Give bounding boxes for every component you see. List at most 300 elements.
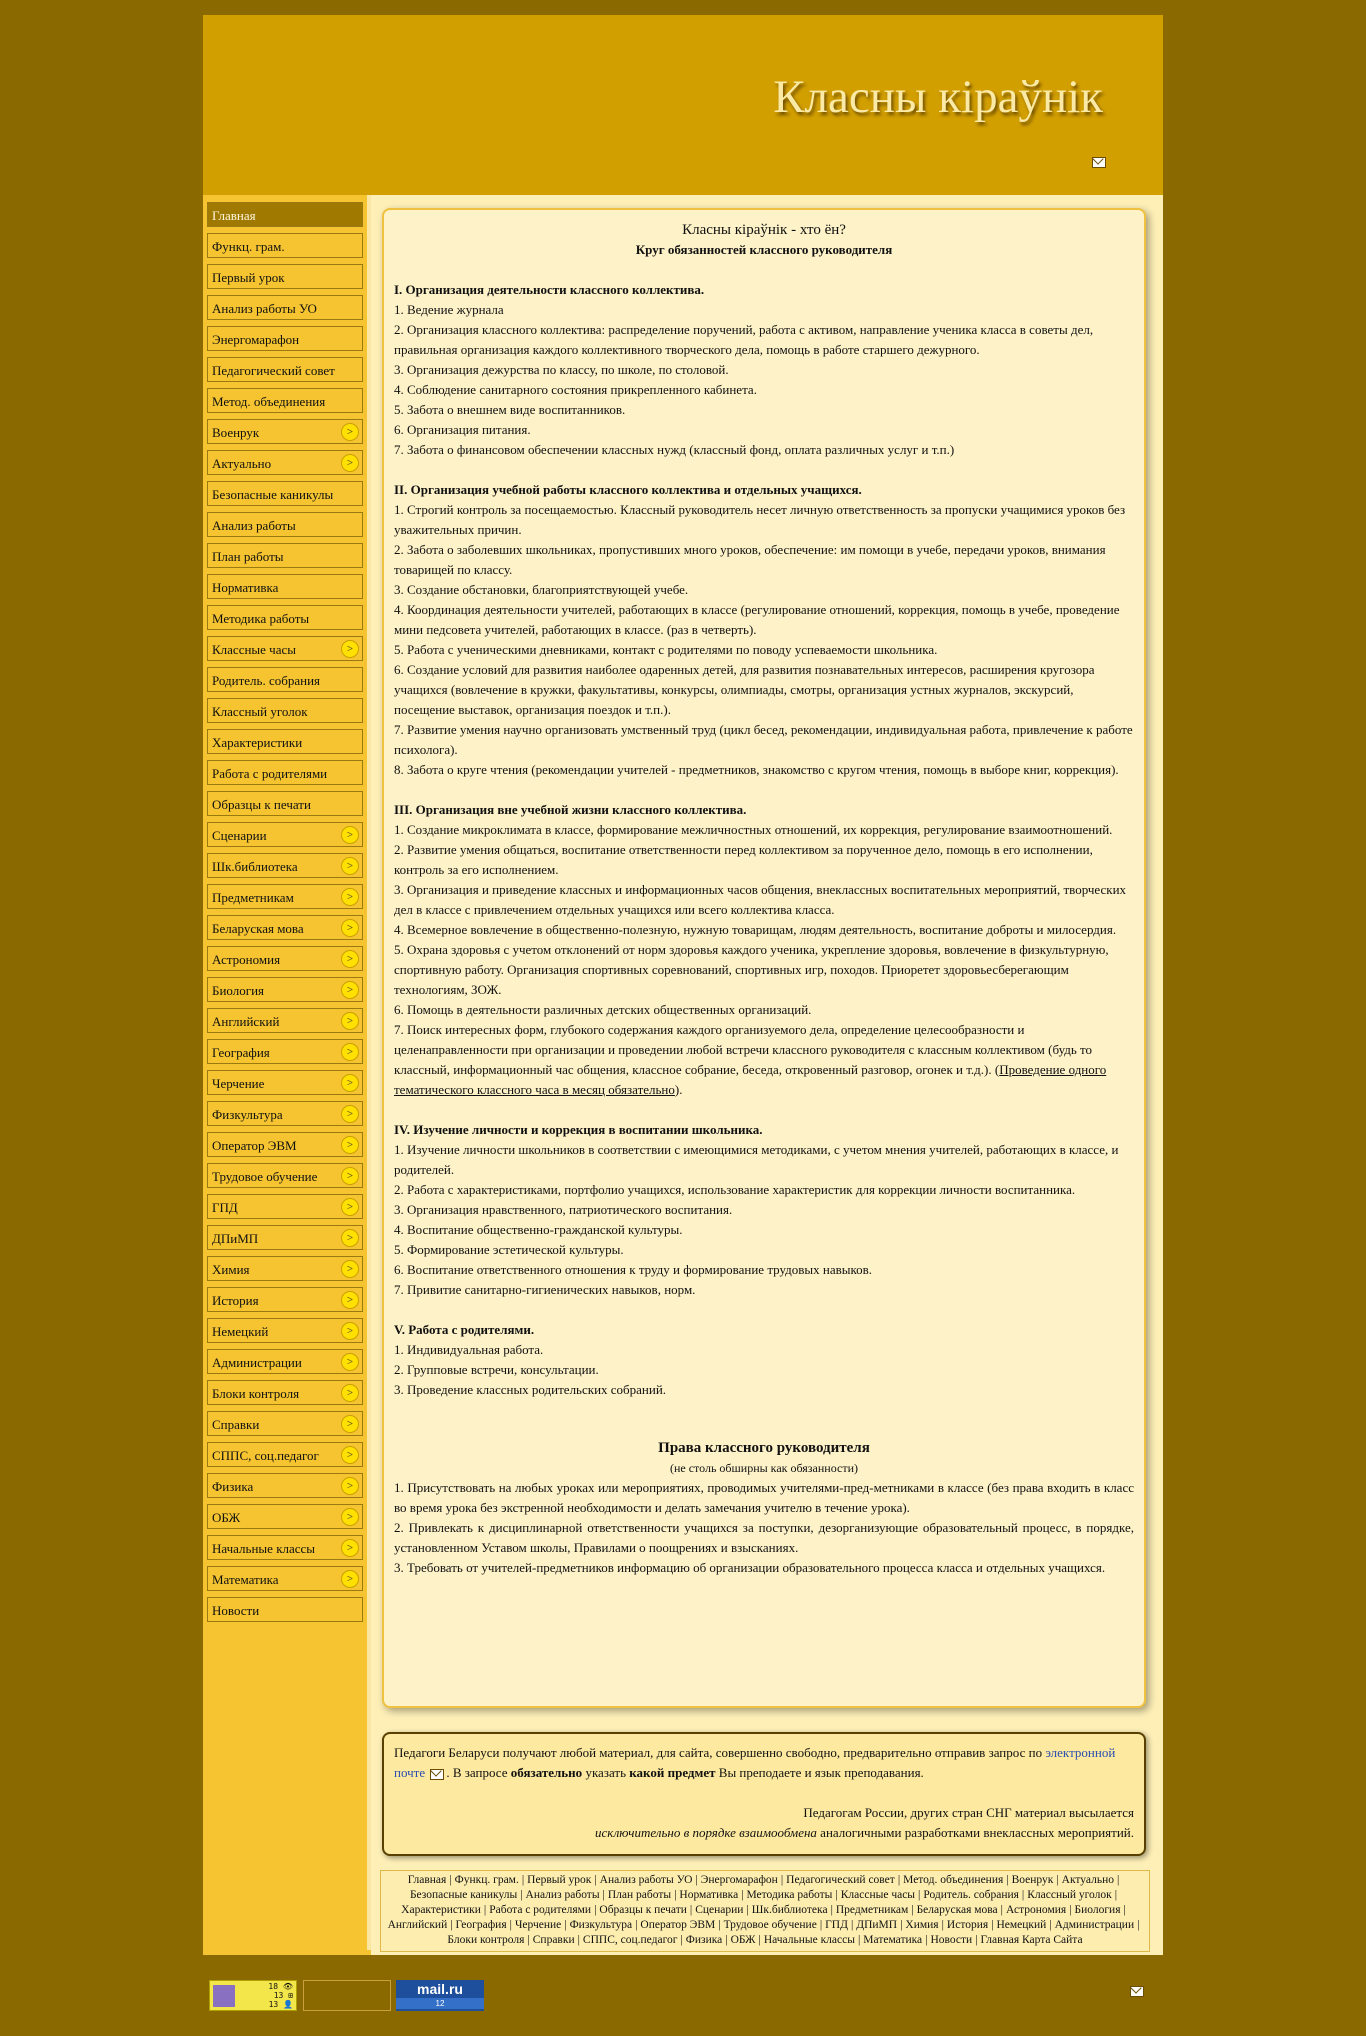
footer-separator: | [1021,1889,1025,1901]
section-item: 1. Ведение журнала [394,302,504,317]
sidebar-item-label: Метод. объединения [212,394,326,409]
footer-separator: | [780,1874,784,1886]
footer-separator: | [941,1919,944,1931]
footer-link[interactable]: Актуально [1061,1874,1114,1886]
sidebar-item-label: Предметникам [212,890,294,905]
sidebar-item[interactable] [207,1225,363,1250]
section-item: 4. Соблюдение санитарного состояния прикрепленного кабинета. [394,382,757,397]
submenu-arrow-icon: > [341,1353,359,1371]
footer-link[interactable]: Справки [532,1934,575,1946]
footer-separator: | [1049,1919,1052,1931]
rights-list [394,1478,1134,1578]
sidebar-item-label: Методика работы [212,611,310,626]
mailru-logo: mail.ru [417,1981,463,1997]
footer-link[interactable]: Сценарии [695,1904,744,1916]
submenu-arrow-icon: > [341,1105,359,1123]
submenu-arrow-icon: > [341,1074,359,1092]
sidebar-item[interactable] [207,450,363,475]
sidebar-item-label: Сценарии [212,828,267,843]
submenu-arrow-icon: > [341,919,359,937]
submenu-arrow-icon: > [341,950,359,968]
sidebar-item[interactable] [207,1194,363,1219]
sidebar-item[interactable] [207,1473,363,1498]
section-item: 4. Координация деятельности учителей, работающих в классе (регулирование отношений, коррекция, помощь в учебе, проведение мини педсовета учителей, работающих в классе. (раз в четверть). [394,602,1120,637]
sidebar-item[interactable] [207,1535,363,1560]
sidebar-item[interactable] [207,1411,363,1436]
notice-text: . В запросе [446,1765,511,1780]
sidebar-item[interactable] [207,202,363,227]
section-heading: II. Организация учебной работы классного коллектива и отдельных учащихся. [394,482,862,497]
section-heading: III. Организация вне учебной жизни классного коллектива. [394,802,747,817]
footer-link[interactable]: Оператор ЭВМ [640,1919,716,1931]
footer-separator: | [850,1919,854,1931]
sidebar-item[interactable] [207,1039,363,1064]
section-item: 4. Всемерное вовлечение в общественно-полезную, нужную товарищам, людям деятельность, воспитание доброты и милосердия. [394,922,1117,937]
section-item: 5. Работа с ученическими дневниками, контакт с родителями по поводу успеваемости школьника. [394,642,938,657]
section-item: 2. Забота о заболевших школьниках, пропустивших много уроков, обеспечение: им помощи в учебе, передачи уроков, внимания товарищей по классу. [394,542,1106,577]
footer-link[interactable]: Функц. грам. [454,1874,519,1886]
section-heading: V. Работа с родителями. [394,1322,535,1337]
sidebar-item[interactable] [207,822,363,847]
section-item: 2. Работа с характеристиками, портфолио учащихся, использование характеристик для коррекции личности воспитанника. [394,1182,1076,1197]
item-text: 7. Поиск интересных форм, глубокого содержания каждого организуемого дела, определение целесообразности и целенаправленности при организации и проведении любой встречи классного руководителя с классным коллективом (будь то классный, информационный час общения, классное собрание, беседа, откровенный разговор, огонек и т.д.). ( [394,1022,1093,1077]
sidebar-item[interactable] [207,884,363,909]
mailru-counter[interactable] [396,1980,484,2011]
sidebar-item-label: ОБЖ [212,1510,241,1525]
section-heading: I. Организация деятельности классного коллектива. [394,282,705,297]
sidebar-item[interactable] [207,1256,363,1281]
section-item: 7. Забота о финансовом обеспечении классных нужд (классный фонд, оплата различных услуг и т.п.) [394,442,955,457]
rights-section [394,1438,1134,1578]
sidebar-item-label: Блоки контроля [212,1386,300,1401]
submenu-arrow-icon: > [341,1260,359,1278]
footer-separator: | [527,1934,530,1946]
footer-link[interactable]: Химия [905,1919,939,1931]
footer-link[interactable]: Первый урок [527,1874,592,1886]
sidebar-item-label: Главная [212,208,256,223]
visit-counter[interactable] [209,1980,297,2011]
footer-separator: | [741,1889,744,1901]
footer-separator: | [602,1889,605,1901]
sidebar-item-label: Шк.библиотека [212,859,298,874]
footer-link[interactable]: Метод. объединения [903,1874,1004,1886]
footer-separator: | [991,1919,994,1931]
sidebar-item[interactable] [207,1132,363,1157]
footer-link[interactable]: ОБЖ [730,1934,756,1946]
envelope-icon [430,1769,444,1780]
notice-paragraph [394,1743,1134,1783]
rights-title: Права классного руководителя [658,1440,870,1456]
submenu-arrow-icon: > [341,857,359,875]
sidebar-item-label: Образцы к печати [212,797,311,812]
footer-link[interactable]: Военрук [1011,1874,1054,1886]
footer-link[interactable]: Работа с родителями [489,1904,592,1916]
footer-link[interactable]: Биология [1074,1904,1121,1916]
section-item: 6. Организация питания. [394,422,531,437]
sidebar-item[interactable] [207,419,363,444]
submenu-arrow-icon: > [341,1508,359,1526]
footer-links [380,1870,1150,1952]
section-item: 6. Помощь в деятельности различных детских общественных организаций. [394,1002,812,1017]
sidebar-item-label: Администрации [212,1355,302,1370]
sidebar-nav [207,202,363,1628]
classhour-link[interactable]: Проведение одного тематического классного часа в месяц обязательно [394,1062,1107,1097]
submenu-arrow-icon: > [341,1291,359,1309]
footer-separator: | [819,1919,823,1931]
email-icon[interactable] [1092,157,1106,168]
section-item: 3. Организация и приведение классных и информационных часов общения, внеклассных воспитательных мероприятий, творческих дел в классе с привлечением отдельных учащихся или всего коллектива класса. [394,882,1127,917]
sidebar-item-label: План работы [212,549,284,564]
footer-separator: | [1114,1889,1118,1901]
section-item: 3. Организация дежурства по классу, по школе, по столовой. [394,362,729,377]
submenu-arrow-icon: > [341,1198,359,1216]
notice-box [382,1732,1146,1856]
rights-subtitle: (не столь обширны как обязанности) [669,1461,859,1475]
sidebar-item[interactable] [207,698,363,723]
notice-text: указать [582,1765,630,1780]
section-item: 8. Забота о круге чтения (рекомендации учителей - предметников, знакомство с кругом чтения, помощь в выборе книг, коррекция). [394,762,1119,777]
submenu-arrow-icon: > [341,1539,359,1557]
footer-separator: | [897,1874,901,1886]
sidebar-item-label: Анализ работы [212,518,296,533]
rights-item: 1. Присутствовать на любых уроках или мероприятиях, проводимых учителями-пред-метниками в классе (без права входить в класс во время урока без экстренной необходимости и делать замечания учителю в течение урока). [394,1480,1134,1515]
item-text: ). [674,1082,683,1097]
footer-link[interactable]: Педагогический совет [786,1874,895,1886]
email-icon[interactable] [1130,1986,1144,1997]
sidebar-item-label: Первый урок [212,270,285,285]
submenu-arrow-icon: > [341,1446,359,1464]
sidebar-item-label: Черчение [212,1076,265,1091]
footer-link[interactable]: История [946,1919,989,1931]
footer-link[interactable]: География [455,1919,507,1931]
footer-separator: | [1116,1874,1120,1886]
footer-link[interactable]: Образцы к печати [599,1904,687,1916]
sidebar-item[interactable] [207,1070,363,1095]
sidebar-item[interactable] [207,481,363,506]
submenu-arrow-icon: > [341,1043,359,1061]
sidebar-item[interactable] [207,977,363,1002]
rights-item: 3. Требовать от учителей-предметников информацию об организации образовательного процесса класса и отдельных учащихся. [394,1560,1106,1575]
duty-section [394,800,1134,1100]
section-item: 2. Организация классного коллектива: распределение поручений, работа с активом, направление ученика класса в советы дел, правильная организация каждого коллективного творческого дела, помощь в работе старшего дежурного. [394,322,1094,357]
footer-separator: | [857,1934,861,1946]
section-item: 1. Изучение личности школьников в соответствии с имеющимися методиками, с учетом мнения учителей, работающих в классе, и родителей. [394,1142,1119,1177]
footer-separator: | [564,1919,567,1931]
sidebar-item[interactable] [207,1566,363,1591]
sidebar-item[interactable] [207,946,363,971]
submenu-arrow-icon: > [341,1570,359,1588]
footer-separator: | [577,1934,580,1946]
sidebar-item-label: Математика [212,1572,279,1587]
rights-item: 2. Привлекать к дисциплинарной ответственности учащихся за поступки, дезорганизующие образовательный процесс, в порядке, установленном Уставом школы, Правилами о поощрениях и взысканиях. [394,1520,1134,1555]
sidebar-item[interactable] [207,915,363,940]
section-item: 5. Забота о внешнем виде воспитанников. [394,402,626,417]
sidebar-item-label: Анализ работы УО [212,301,317,316]
footer-separator: | [746,1904,749,1916]
footer-separator: | [674,1889,677,1901]
sidebar-item-label: Классный уголок [212,704,308,719]
sidebar-item[interactable] [207,729,363,754]
site-header [203,15,1163,195]
footer-separator: | [594,1904,597,1916]
submenu-arrow-icon: > [341,423,359,441]
submenu-arrow-icon: > [341,1322,359,1340]
section-item [394,1020,1134,1100]
footer-separator: | [975,1934,978,1946]
footer-separator: | [925,1934,928,1946]
sidebar-item[interactable] [207,1163,363,1188]
section-item: 1. Строгий контроль за посещаемостью. Классный руководитель несет личную ответственность за пропуски учащимися уроков без уважительных причин. [394,502,1126,537]
footer-separator: | [718,1919,721,1931]
footer-separator: | [1137,1919,1140,1931]
sidebar-item-label: Военрук [212,425,260,440]
footer-link[interactable]: ГПД [825,1919,848,1931]
sidebar-item[interactable] [207,388,363,413]
sidebar-item[interactable] [207,1442,363,1467]
sidebar-item-label: Актуально [212,456,272,471]
sidebar-item-label: Педагогический совет [212,363,335,378]
submenu-arrow-icon: > [341,640,359,658]
submenu-arrow-icon: > [341,454,359,472]
footer-link[interactable]: Новости [930,1934,973,1946]
sidebar-item[interactable] [207,636,363,661]
sidebar-item[interactable] [207,264,363,289]
sidebar-item[interactable] [207,1597,363,1622]
section-item: 2. Развитие умения общаться, воспитание ответственности перед коллективом за порученное дело, помощь в его исполнении, контроль за его исполнением. [394,842,1093,877]
section-item: 7. Привитие санитарно-гигиенических навыков, норм. [394,1282,696,1297]
section-item: 6. Создание условий для развития наиболее одаренных детей, для развития познавательных интересов, расширения кругозора учащихся (вовлечение в кружки, факультативы, конкурсы, олимпиады, смотры, организация устных журналов, экскурсий, посещение выставок, организация поездок и т.п.). [394,662,1095,717]
sidebar-item-label: Астрономия [212,952,281,967]
section-item: 1. Создание микроклимата в классе, формирование межличностных отношений, их коррекция, регулирование взаимоотношений. [394,822,1113,837]
footer-separator: | [830,1904,833,1916]
counter-chart-icon [213,1985,235,2007]
footer-separator: | [1000,1904,1003,1916]
footer-link[interactable]: Физкультура [569,1919,633,1931]
notice-italic: исключительно в порядке взаимообмена [594,1825,817,1840]
section-item: 3. Организация нравственного, патриотического воспитания. [394,1202,733,1217]
footer-separator: | [835,1889,838,1901]
footer-link[interactable]: Черчение [514,1919,562,1931]
footer-link[interactable]: Начальные классы [763,1934,855,1946]
sidebar-item-label: Энергомарафон [212,332,300,347]
notice-text: аналогичными разработками внеклассных мероприятий. [816,1825,1134,1840]
footer-separator: | [521,1874,525,1886]
duty-section [394,480,1134,780]
footer-separator: | [1056,1874,1059,1886]
footer-link[interactable]: Главная Карта Сайта [980,1934,1083,1946]
footer-link[interactable]: Анализ работы УО [599,1874,693,1886]
footer-separator: | [520,1889,523,1901]
footer-link[interactable]: СППС, соц.педагог [582,1934,678,1946]
submenu-arrow-icon: > [341,1415,359,1433]
submenu-arrow-icon: > [341,826,359,844]
footer-separator: | [594,1874,597,1886]
section-item: 5. Охрана здоровья с учетом отклонений от норм здоровья каждого ученика, укрепление здоровья, вовлечение в физкультурную, спортивную работу. Организация спортивных соревнований, спортивных игр, походов. Приоретет здоровьесберегающим технологиям, ЗОЖ. [394,942,1109,997]
article-title: Класны кіраўнік - хто ён? [682,222,846,238]
footer-link[interactable]: Энергомарафон [700,1874,778,1886]
sidebar-item[interactable] [207,233,363,258]
sidebar-item[interactable] [207,1008,363,1033]
sidebar-item-label: Оператор ЭВМ [212,1138,297,1153]
sidebar-item[interactable] [207,512,363,537]
sidebar-item[interactable] [207,574,363,599]
footer-link[interactable]: Беларуская мова [916,1904,998,1916]
footer-separator: | [635,1919,638,1931]
sidebar-item-label: Физкультура [212,1107,283,1122]
footer-separator: | [680,1934,683,1946]
footer-link[interactable]: Главная [407,1874,447,1886]
article-panel [382,208,1146,1708]
footer-link[interactable]: Нормативка [679,1889,739,1901]
sidebar-item-label: Родитель. собрания [212,673,321,688]
sidebar-item-label: Трудовое обучение [212,1169,318,1184]
sidebar-item-label: Химия [212,1262,250,1277]
submenu-arrow-icon: > [341,1012,359,1030]
footer-link[interactable]: План работы [607,1889,672,1901]
footer-separator: | [509,1919,512,1931]
mailru-count: 12 [396,1998,484,2009]
section-item: 3. Создание обстановки, благоприятствующей учебе. [394,582,689,597]
section-item: 7. Развитие умения научно организовать умственный труд (цикл бесед, рекомендации, индивидуальная работа, привлечение к работе психолога). [394,722,1133,757]
submenu-arrow-icon: > [341,888,359,906]
footer-link[interactable]: Математика [863,1934,923,1946]
sidebar-item-label: Новости [212,1603,260,1618]
footer-link[interactable]: Родитель. собрания [923,1889,1019,1901]
duty-section [394,280,1134,460]
footer-separator: | [1123,1904,1126,1916]
page [203,15,1163,2036]
sidebar-item-label: Характеристики [212,735,303,750]
email-inline-icon[interactable] [430,1769,444,1780]
footer-link[interactable]: Классный уголок [1027,1889,1112,1901]
footer-link[interactable]: Английский [387,1919,448,1931]
section-heading: IV. Изучение личности и коррекция в воспитании школьника. [394,1122,763,1137]
counter-line: 13 👤 [268,2000,293,2009]
sidebar-item-label: Нормативка [212,580,279,595]
footer-separator: | [911,1904,914,1916]
footer-separator: | [695,1874,698,1886]
footer-link[interactable]: Предметникам [835,1904,909,1916]
sidebar-item-label: Безопасные каникулы [212,487,334,502]
section-item: 5. Формирование эстетической культуры. [394,1242,624,1257]
notice-russia-line1: Педагогам России, других стран СНГ материал высылается [803,1805,1134,1820]
sidebar-item-label: СППС, соц.педагог [212,1448,319,1463]
footer-separator: | [725,1934,728,1946]
footer-separator: | [918,1889,921,1901]
footer-link[interactable]: Администрации [1054,1919,1135,1931]
sidebar-item-label: География [212,1045,270,1060]
email-link[interactable]: электронной почте [394,1745,1116,1780]
submenu-arrow-icon: > [341,1229,359,1247]
submenu-arrow-icon: > [341,1384,359,1402]
duty-section [394,1320,1134,1400]
sidebar-item-label: Беларуская мова [212,921,304,936]
footer-link[interactable]: ДПиМП [856,1919,898,1931]
sidebar-item[interactable] [207,357,363,382]
sidebar-item[interactable] [207,326,363,351]
notice-bold: обязательно [510,1765,583,1780]
footer-separator: | [449,1874,452,1886]
article-sections [394,280,1134,1400]
submenu-arrow-icon: > [341,981,359,999]
footer-link[interactable]: Астрономия [1005,1904,1067,1916]
footer-link[interactable]: Классные часы [840,1889,916,1901]
footer-link[interactable]: Методика работы [746,1889,833,1901]
sidebar-item[interactable] [207,605,363,630]
sidebar-item-label: История [212,1293,259,1308]
sidebar-item-label: Функц. грам. [212,239,285,254]
duty-section [394,1120,1134,1300]
section-item: 2. Групповые встречи, консультации. [394,1362,599,1377]
footer-link[interactable]: Трудовое обучение [723,1919,817,1931]
sidebar-item[interactable] [207,295,363,320]
notice-russia-line2 [394,1823,1134,1843]
sidebar-item[interactable] [207,1349,363,1374]
broken-image-counter[interactable] [303,1980,391,2011]
section-item: 3. Проведение классных родительских собраний. [394,1382,667,1397]
footer-link[interactable]: Блоки контроля [447,1934,525,1946]
sidebar-item-label: Физика [212,1479,254,1494]
footer-link[interactable]: Шк.библиотека [751,1904,828,1916]
footer-link[interactable]: Безопасные каникулы [409,1889,518,1901]
notice-bold: какой предмет [629,1765,716,1780]
sidebar-item[interactable] [207,1287,363,1312]
sidebar-item[interactable] [207,1318,363,1343]
section-item: 1. Индивидуальная работа. [394,1342,544,1357]
footer-separator: | [689,1904,693,1916]
sidebar-item-label: Английский [212,1014,280,1029]
sidebar-item[interactable] [207,543,363,568]
footer-separator: | [758,1934,761,1946]
footer-link[interactable]: Немецкий [996,1919,1047,1931]
sidebar-item-label: Биология [212,983,265,998]
footer-separator: | [900,1919,903,1931]
sidebar-item[interactable] [207,1380,363,1405]
notice-text: Вы преподаете и язык преподавания. [715,1765,924,1780]
sidebar-item[interactable] [207,1101,363,1126]
sidebar-item-label: Работа с родителями [212,766,328,781]
footer-link[interactable]: Анализ работы [525,1889,600,1901]
submenu-arrow-icon: > [341,1477,359,1495]
sidebar-item[interactable] [207,1504,363,1529]
sidebar-item-label: ДПиМП [212,1231,259,1246]
sidebar-item-label: ГПД [212,1200,238,1215]
footer-separator: | [483,1904,487,1916]
footer-separator: | [1006,1874,1009,1886]
counter-line: 18 👁 [268,1982,293,1991]
sidebar-item[interactable] [207,853,363,878]
counter-line: 13 ⊞ [273,1991,293,2000]
section-item: 4. Воспитание общественно-гражданской культуры. [394,1222,683,1237]
footer-link[interactable]: Физика [685,1934,723,1946]
sidebar-item[interactable] [207,760,363,785]
article-subtitle: Круг обязанностей классного руководителя [635,242,893,257]
section-item: 6. Воспитание ответственного отношения к труду и формирование трудовых навыков. [394,1262,873,1277]
site-title: Класны кіраўнік [773,71,1103,123]
sidebar-item[interactable] [207,667,363,692]
footer-link[interactable]: Характеристики [401,1904,481,1916]
sidebar-item-label: Начальные классы [212,1541,316,1556]
sidebar-item-label: Немецкий [212,1324,269,1339]
sidebar-item[interactable] [207,791,363,816]
sidebar-item-label: Справки [212,1417,260,1432]
submenu-arrow-icon: > [341,1167,359,1185]
footer-separator: | [1069,1904,1072,1916]
sidebar-item-label: Классные часы [212,642,296,657]
notice-text: Педагоги Беларуси получают любой материал, для сайта, совершенно свободно, предварительно отправив запрос по [394,1745,1046,1760]
submenu-arrow-icon: > [341,1136,359,1154]
footer-separator: | [450,1919,453,1931]
